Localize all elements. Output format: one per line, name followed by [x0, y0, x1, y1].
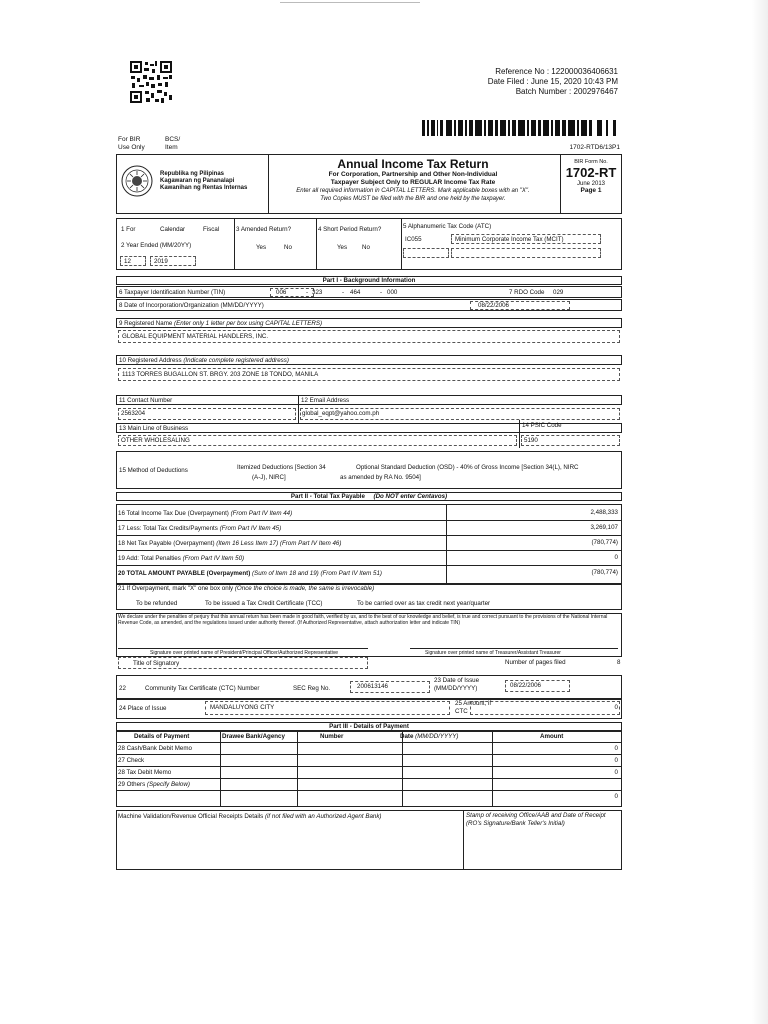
- item-22-label: 22: [119, 685, 126, 692]
- title-signatory-label: Title of Signatory: [133, 660, 180, 667]
- for-bir-use-only: [118, 136, 145, 152]
- item-20-label: 20 TOTAL AMOUNT PAYABLE (Overpayment) (Sum of Item 18 and 19) (From Part IV Item 51): [118, 570, 382, 577]
- part-3-table: [116, 731, 622, 807]
- row-others-label: 29 Others (Specify Below): [118, 781, 190, 788]
- atc-code-field-2[interactable]: [403, 248, 449, 258]
- form-instruction-2: Two Copies MUST be filed with the BIR and one held by the taxpayer.: [320, 196, 506, 202]
- row-cash-label: 28 Cash/Bank Debit Memo: [118, 745, 192, 752]
- osd-note: as amended by RA No. 9504]: [340, 474, 421, 481]
- part-2-header: Part II - Total Tax Payable (Do NOT enter Centavos): [116, 492, 622, 501]
- bcs-item: [165, 136, 180, 152]
- month-value: 12: [124, 258, 131, 265]
- barcode-code: 1702-RTD6/13P1: [569, 144, 620, 151]
- item-1-label: 1 For: [121, 226, 136, 233]
- signature-right-label: Signature over printed name of Treasurer/Assistant Treasurer: [425, 650, 561, 656]
- ctc-label: Community Tax Certificate (CTC) Number: [145, 685, 260, 692]
- top-scan-line: [280, 2, 420, 3]
- item-20-value: (780,774): [591, 569, 618, 576]
- item-25-label-ctc: CTC: [455, 708, 468, 715]
- incorporation-date: 08/22/2006: [478, 302, 509, 309]
- form-date: June 2013: [576, 181, 606, 187]
- item-14-label: 14 PSIC Code: [522, 422, 562, 429]
- form-title: Annual Income Tax Return: [337, 157, 489, 171]
- row-tax-debit-label: 28 Tax Debit Memo: [118, 769, 172, 776]
- barcode-icon: [422, 118, 618, 138]
- registered-address: 1113 TORRES BUGALLON ST. BRGY. 203 ZONE 18 TONDO, MANILA: [122, 371, 319, 378]
- form-instruction-1: Enter all required information in CAPITAL LETTERS. Mark applicable boxes with an "X".: [296, 188, 530, 194]
- item-23-note: (MM/DD/YYYY): [434, 685, 478, 692]
- item-11-12-row: [116, 395, 622, 405]
- pages-filed-value: 8: [617, 659, 621, 666]
- batch-number: Batch Number : 2002976467: [515, 87, 618, 96]
- tin-part-4: 000: [387, 289, 398, 296]
- stamp-receiving-label: Stamp of receiving Office/AAB and Date of Receipt (RO's Signature/Bank Teller's Initial): [466, 812, 606, 827]
- col-drawee-bank: Drawee Bank/Agency: [222, 733, 285, 740]
- item-7-label: 7 RDO Code: [509, 289, 545, 296]
- tin-part-1: 006: [276, 289, 287, 296]
- col-number: Number: [320, 733, 344, 740]
- for-bir-label: For BIR: [118, 136, 141, 143]
- atc-desc-field-2[interactable]: [451, 248, 601, 258]
- part-3-header: Part III - Details of Payment: [116, 722, 622, 731]
- col-date: Date (MM/DD/YYYY): [400, 733, 459, 740]
- item-15-label: 15 Method of Deductions: [119, 467, 188, 474]
- item-8-label: 8 Date of Incorporation/Organization (MM/DD/YYYY): [119, 302, 264, 309]
- form-subtitle-2: Taxpayer Subject Only to REGULAR Income Tax Rate: [330, 179, 496, 186]
- short-period-yes[interactable]: Yes: [337, 244, 348, 251]
- place-of-issue: MANDALUYONG CITY: [210, 704, 275, 711]
- registered-name: GLOBAL EQUIPMENT MATERIAL HANDLERS, INC.: [122, 333, 269, 340]
- rdo-code: 029: [553, 289, 564, 296]
- pages-filed-label: Number of pages filed: [505, 659, 566, 666]
- sec-reg-number: 200613146: [357, 683, 388, 690]
- psic-code: 5190: [524, 437, 538, 444]
- osd-option[interactable]: Optional Standard Deduction (OSD) - 40% of Gross Income [Section 34(L), NIRC: [356, 464, 579, 471]
- fiscal-option[interactable]: Fiscal: [203, 226, 220, 233]
- short-period-no[interactable]: No: [362, 244, 370, 251]
- form-page: Page 1: [580, 187, 602, 194]
- row-check-amount: 0: [614, 757, 618, 764]
- machine-validation-label: Machine Validation/Revenue Official Receipts Details (if not filed with an Authorized Agent Bank): [118, 813, 382, 820]
- title-block: [268, 157, 558, 203]
- item-23-label: 23 Date of Issue: [434, 677, 480, 684]
- item-19-value: 0: [614, 554, 618, 561]
- atc-description: Minimum Corporate Income Tax (MCIT): [455, 236, 564, 243]
- item-10-label: 10 Registered Address (Indicate complete registered address): [119, 357, 289, 364]
- item-11-label: 11 Contact Number: [119, 397, 173, 404]
- item-17-label: 17 Less: Total Tax Credits/Payments (From Part IV Item 45): [118, 525, 282, 532]
- item-16-label: 16 Total Income Tax Due (Overpayment) (From Part IV Item 44): [118, 510, 293, 517]
- form-no-label: BIR Form No.: [574, 159, 608, 165]
- declaration-text: We declare under the penalties of perjury that this annual return has been made in good faith, verified by us, and to the best of our knowledge and belief, is true and correct pursuant to the provisions of the National Internal Revenue Code, as amended, and the regulations issued under authority thereof. (If Authorized Representative, attach authorization letter and indicate TIN): [118, 614, 608, 626]
- item-2-label: 2 Year Ended (MM/20YY): [121, 242, 192, 249]
- itemized-deductions-option[interactable]: Itemized Deductions [Section 34: [237, 464, 326, 471]
- form-subtitle-1: For Corporation, Partnership and Other Non-Individual: [328, 171, 498, 178]
- item-17-value: 3,269,107: [590, 524, 618, 531]
- date-of-issue: 08/22/2006: [510, 682, 541, 689]
- item-16-value: 2,488,333: [590, 509, 618, 516]
- bir-seal-icon: [121, 165, 153, 197]
- row-tax-debit-amount: 0: [614, 769, 618, 776]
- form-number: 1702-RT: [565, 165, 617, 180]
- reference-number: Reference No : 122000036406631: [495, 67, 618, 76]
- signature-left-label: Signature over printed name of President/Principal Officer/Authorized Representative: [150, 650, 339, 656]
- agency-block: [160, 171, 247, 192]
- col-amount: Amount: [540, 733, 564, 740]
- tcc-option[interactable]: To be issued a Tax Credit Certificate (TCC): [205, 600, 323, 607]
- item-13-label: 13 Main Line of Business: [119, 425, 189, 432]
- row-others-amount: 0: [614, 793, 618, 800]
- ctc-amount: 0: [614, 704, 618, 711]
- year-value: 2019: [154, 258, 168, 265]
- sec-label: SEC Reg No.: [293, 685, 331, 692]
- tax-return-page: Reference No : 122000036406631 Date Filed : June 15, 2020 10:43 PM Batch Number : 2002976467 For BIR Use Only BCS/ Item 1702-RTD6/13P1 Republika ng Pilipinas Kagawaran ng Pananalapi Kawanihan ng Rentas Internas Annual Income Tax Return For Corporation, Partnership and Other Non-Individual Taxpayer Subject Only to REGULAR Income Tax Rate Enter all required information in CAPITAL LETTERS. Mark applicable boxes with an "X". Two Copies MUST be filed with the BIR and one held by the taxpayer. BIR Form No. 1702-RT June 2013 Page 1 1 For Calendar Fiscal 2 Year Ended (MM/20YY) 12 2019 3 Amended Return? Yes No 4 Short Period Return? Yes No 5 Alphanumeric Tax Code (ATC) IC055 Minimum Corporate Income Tax (MCIT) Part I - Background Information 6 Taxpayer Identification Number (TIN) 006 - 323 - 464 - 000 7 RDO Code 029 8 Date of Incorporation/Organization (MM/DD/YYYY) 08/22/2006 9 Registered Name (Enter only 1 letter per box using CAPITAL LETTERS) GLOBAL EQUIPMENT MATERIAL HANDLERS, INC. 10 Registered Address (Indicate complete registered address) 1113 TORRES BUGALLON ST. BRGY. 203 ZONE 18 TONDO, MANILA 11 Contact Number 12 Email Address 2563204 global_eqpt@yahoo.com.ph 13 Main Line of Business 14 PSIC Code OTHER WHOLESALING 5190 15 Method of Deductions Itemized Deductions [Section 34 (A-J), NIRC] Optional Standard Deduction (OSD) - 40% of Gross Income [Section 34(L), NIRC as amended by RA No. 9504] Part II - Total Tax Payable (Do NOT enter Centavos) 16 Total Income Tax Due (Overpayment) (From Part IV Item 44) 2,488,333 17 Less: Total Tax Credits/Payments (From Part IV Item 45) 3,269,107 18 Net Tax Payable (Overpayment) (Item 16 Less Item 17) (From Part IV Item 46) (780,774) 19 Add: Total Penalties (From Part IV Item 50) 0 20 TOTAL AMOUNT PAYABLE (Overpayment) (Sum of Item 18 and 19) (From Part IV Item 51) (780,774) 21 If Overpayment, mark "X" one box only (Once the choice is made, the same is irrevocable) To be refunded To be issued a Tax Credit Certificate (TCC) To be carried over as tax credit next year/quarter We declare under the penalties of perjury that this annual return has been made in good faith, verified by us, and to the best of our knowledge and belief, is true and correct pursuant to the provisions of the National Internal Revenue Code, as amended, and the regulations issued under authority thereof. (If Authorized Representative, attach authorization letter and indicate TIN) Signature over printed name of President/Principal Officer/Authorized Representative Signature over printed name of Treasurer/Assistant Treasurer Title of Signatory Number of pages filed 8 22 Community Tax Certificate (CTC) Number SEC Reg No. 200613146 23 Date of Issue (MM/DD/YYYY) 08/22/2006 24 Place of Issue MANDALUYONG CITY 25 Amount, if CTC 0 Part III - Details of Payment Details of Payment Drawee Bank/Agency Number Date (MM/DD/YYYY) Amount 28 Cash/Bank Debit Memo 0 27 Check 0 28 Tax Debit Memo 0 29 Others (Specify Below) 0 Machine Validation/Revenue Official Receipts Details (if not filed with an Authorized Agent Bank) Stamp of receiving Office/AAB and Date of Receipt (RO's Signature/Bank Teller's Initial): [0, 0, 768, 1024]
- tin-part-2: 323: [312, 289, 323, 296]
- row-check-label: 27 Check: [118, 757, 145, 764]
- item-label: Item: [165, 144, 178, 151]
- item-21-label: 21 If Overpayment, mark "X" one box only (Once the choice is made, the same is irrevocable): [118, 585, 375, 592]
- row-cash-amount: 0: [614, 745, 618, 752]
- col-details-of-payment: Details of Payment: [134, 733, 190, 740]
- scan-edge-shadow: [752, 0, 768, 1024]
- atc-code: IC055: [405, 236, 422, 243]
- form-number-block: [560, 159, 622, 194]
- part-1-header: Part I - Background Information: [116, 276, 622, 285]
- item-4-label: 4 Short Period Return?: [318, 226, 382, 233]
- qr-code-icon: [129, 60, 173, 104]
- item-9-label: 9 Registered Name (Enter only 1 letter per box using CAPITAL LETTERS): [119, 320, 323, 327]
- main-line-business: OTHER WHOLESALING: [121, 437, 190, 444]
- reference-block: [430, 67, 618, 97]
- agency-line-3: Kawanihan ng Rentas Internas: [160, 185, 248, 191]
- itemized-deductions-note: (A-J), NIRC]: [252, 474, 286, 481]
- item-25-label: 25 Amount, if: [455, 700, 492, 707]
- agency-line-1: Republika ng Pilipinas: [160, 171, 225, 177]
- item-12-label: 12 Email Address: [301, 397, 350, 404]
- amended-yes[interactable]: Yes: [256, 244, 267, 251]
- carry-over-option[interactable]: To be carried over as tax credit next year/quarter: [357, 600, 491, 607]
- item-24-label: 24 Place of Issue: [119, 705, 167, 712]
- refund-option[interactable]: To be refunded: [136, 600, 178, 607]
- contact-number: 2563204: [121, 410, 146, 417]
- date-filed: Date Filed : June 15, 2020 10:43 PM: [487, 77, 618, 86]
- agency-line-2: Kagawaran ng Pananalapi: [160, 178, 235, 184]
- email-address: global_eqpt@yahoo.com.ph: [302, 410, 380, 417]
- use-only-label: Use Only: [118, 144, 145, 151]
- item-6-label: 6 Taxpayer Identification Number (TIN): [119, 289, 226, 296]
- calendar-option[interactable]: Calendar: [160, 226, 186, 233]
- item-5-label: 5 Alphanumeric Tax Code (ATC): [403, 223, 492, 230]
- tin-part-3: 464: [350, 289, 361, 296]
- bcs-label: BCS/: [165, 136, 181, 143]
- item-18-label: 18 Net Tax Payable (Overpayment) (Item 16 Less Item 17) (From Part IV Item 46): [118, 540, 342, 547]
- item-18-value: (780,774): [591, 539, 618, 546]
- item-3-label: 3 Amended Return?: [236, 226, 292, 233]
- item-19-label: 19 Add: Total Penalties (From Part IV Item 50): [118, 555, 245, 562]
- amended-no[interactable]: No: [284, 244, 292, 251]
